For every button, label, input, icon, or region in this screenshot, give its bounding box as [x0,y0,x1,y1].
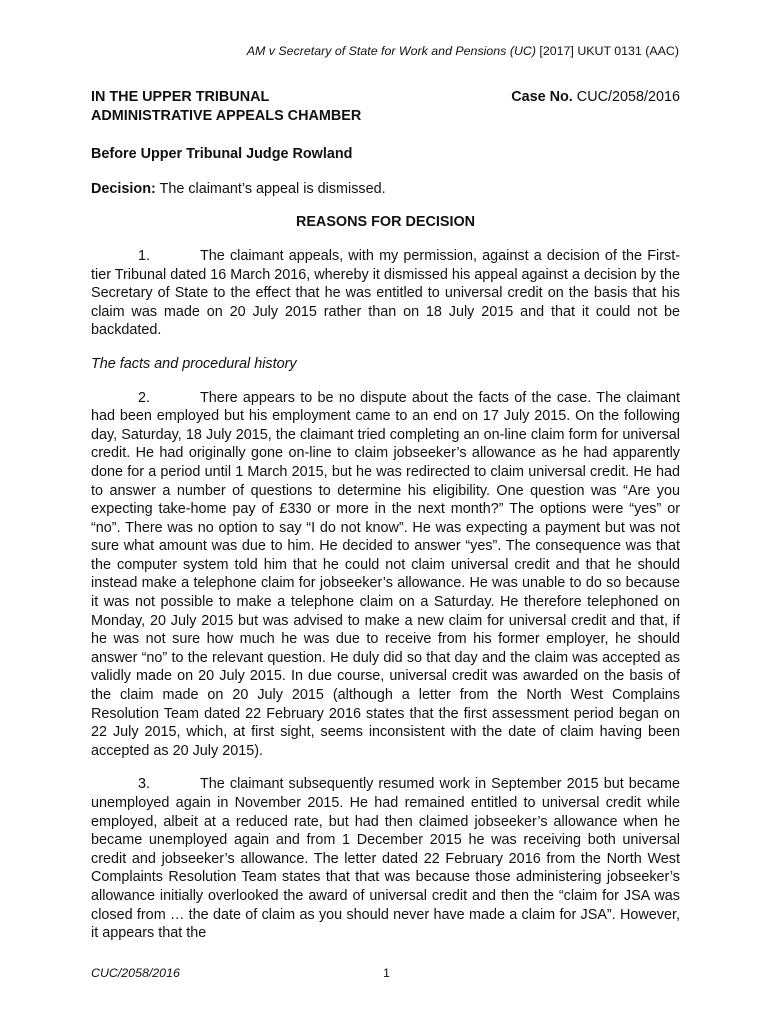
paragraph-number: 3. [138,776,151,793]
court-header-row [91,88,680,125]
before-judge: Before Upper Tribunal Judge Rowland [91,146,353,163]
document-body [91,88,680,943]
decision-text: The claimant’s appeal is dismissed. [159,180,386,197]
decision-line [91,180,680,199]
footer-case-reference: CUC/2058/2016 [91,966,180,980]
court-name [91,88,361,125]
decision-label: Decision: [91,180,156,197]
paragraph-2 [91,389,680,761]
case-number-label: Case No. [511,89,573,105]
page-footer [91,966,680,980]
section-heading: The facts and procedural history [91,355,297,372]
paragraph-number: 1. [138,247,151,264]
case-number-value: CUC/2058/2016 [576,89,680,105]
paragraph-1 [91,247,680,340]
paragraph-number: 2. [138,389,151,406]
page-number: 1 [383,966,390,980]
case-number [511,88,680,125]
running-header-citation: [2017] UKUT 0131 (AAC) [539,44,679,58]
running-header [0,44,679,58]
reasons-heading: REASONS FOR DECISION [295,214,476,231]
court-name-line-1: IN THE UPPER TRIBUNAL [91,89,270,105]
paragraph-3 [91,775,680,942]
running-header-case-title: AM v Secretary of State for Work and Pensions (UC) [246,44,536,58]
paragraph-text: There appears to be no dispute about the facts of the case. The claimant had been employed but his employment came to an end on 17 July 2015. On the following day, Saturday, 18 July 2015, the claimant tried completing an on-line claim form for universal credit. He had originally gone on-line to claim jobseeker’s allowance as he had apparently done for a period until 1 March 2015, but he was redirected to claim universal credit. He had to answer a number of questions to determine his eligibility. One question was “Are you expecting take-home pay of £330 or more in the next month?” The options were “yes” or “no”. There was no option to say “I do not know”. He was expecting a payment but was not sure what amount was due to him. He decided to answer “yes”. The consequence was that the computer system told him that he could not claim universal credit and that he should instead make a telephone claim for jobseeker’s allowance. He was unable to do so because it was not possible to make a telephone claim on a Saturday. He therefore telephoned on Monday, 20 July 2015 but was advised to make a new claim for universal credit and that, if he was not sure how much he was due to receive from his former employer, he should answer “no” to the relevant question. He duly did so that day and the claim was accepted as validly made on 20 July 2015. In due course, universal credit was awarded on the basis of the claim made on 20 July 2015 (although a letter from the North West Complains Resolution Team dated 22 February 2016 states that the first assessment period began on 22 July 2015, which, at first sight, seems inconsistent with the date of claim having been accepted as 20 July 2015). [91,389,680,759]
paragraph-text: The claimant appeals, with my permission, against a decision of the First-tier Tribunal dated 16 March 2016, whereby it dismissed his appeal against a decision by the Secretary of State to the effect that he was entitled to universal credit on the basis that his claim was made on 20 July 2015 rather than on 18 July 2015 and that it could not be backdated. [91,247,680,339]
paragraph-text: The claimant subsequently resumed work in September 2015 but became unemployed again in November 2015. He had remained entitled to universal credit while employed, albeit at a reduced rate, but had then claimed jobseeker’s allowance when he became unemployed again and from 1 December 2015 he was receiving both universal credit and jobseeker’s allowance. The letter dated 22 February 2016 from the North West Complaints Resolution Team states that that was because those administering jobseeker’s allowance initially overlooked the award of universal credit and then the “claim for JSA was closed from … the date of claim as you should never have made a claim for JSA”. However, it appears that the [91,776,680,942]
court-name-line-2: ADMINISTRATIVE APPEALS CHAMBER [91,107,362,124]
